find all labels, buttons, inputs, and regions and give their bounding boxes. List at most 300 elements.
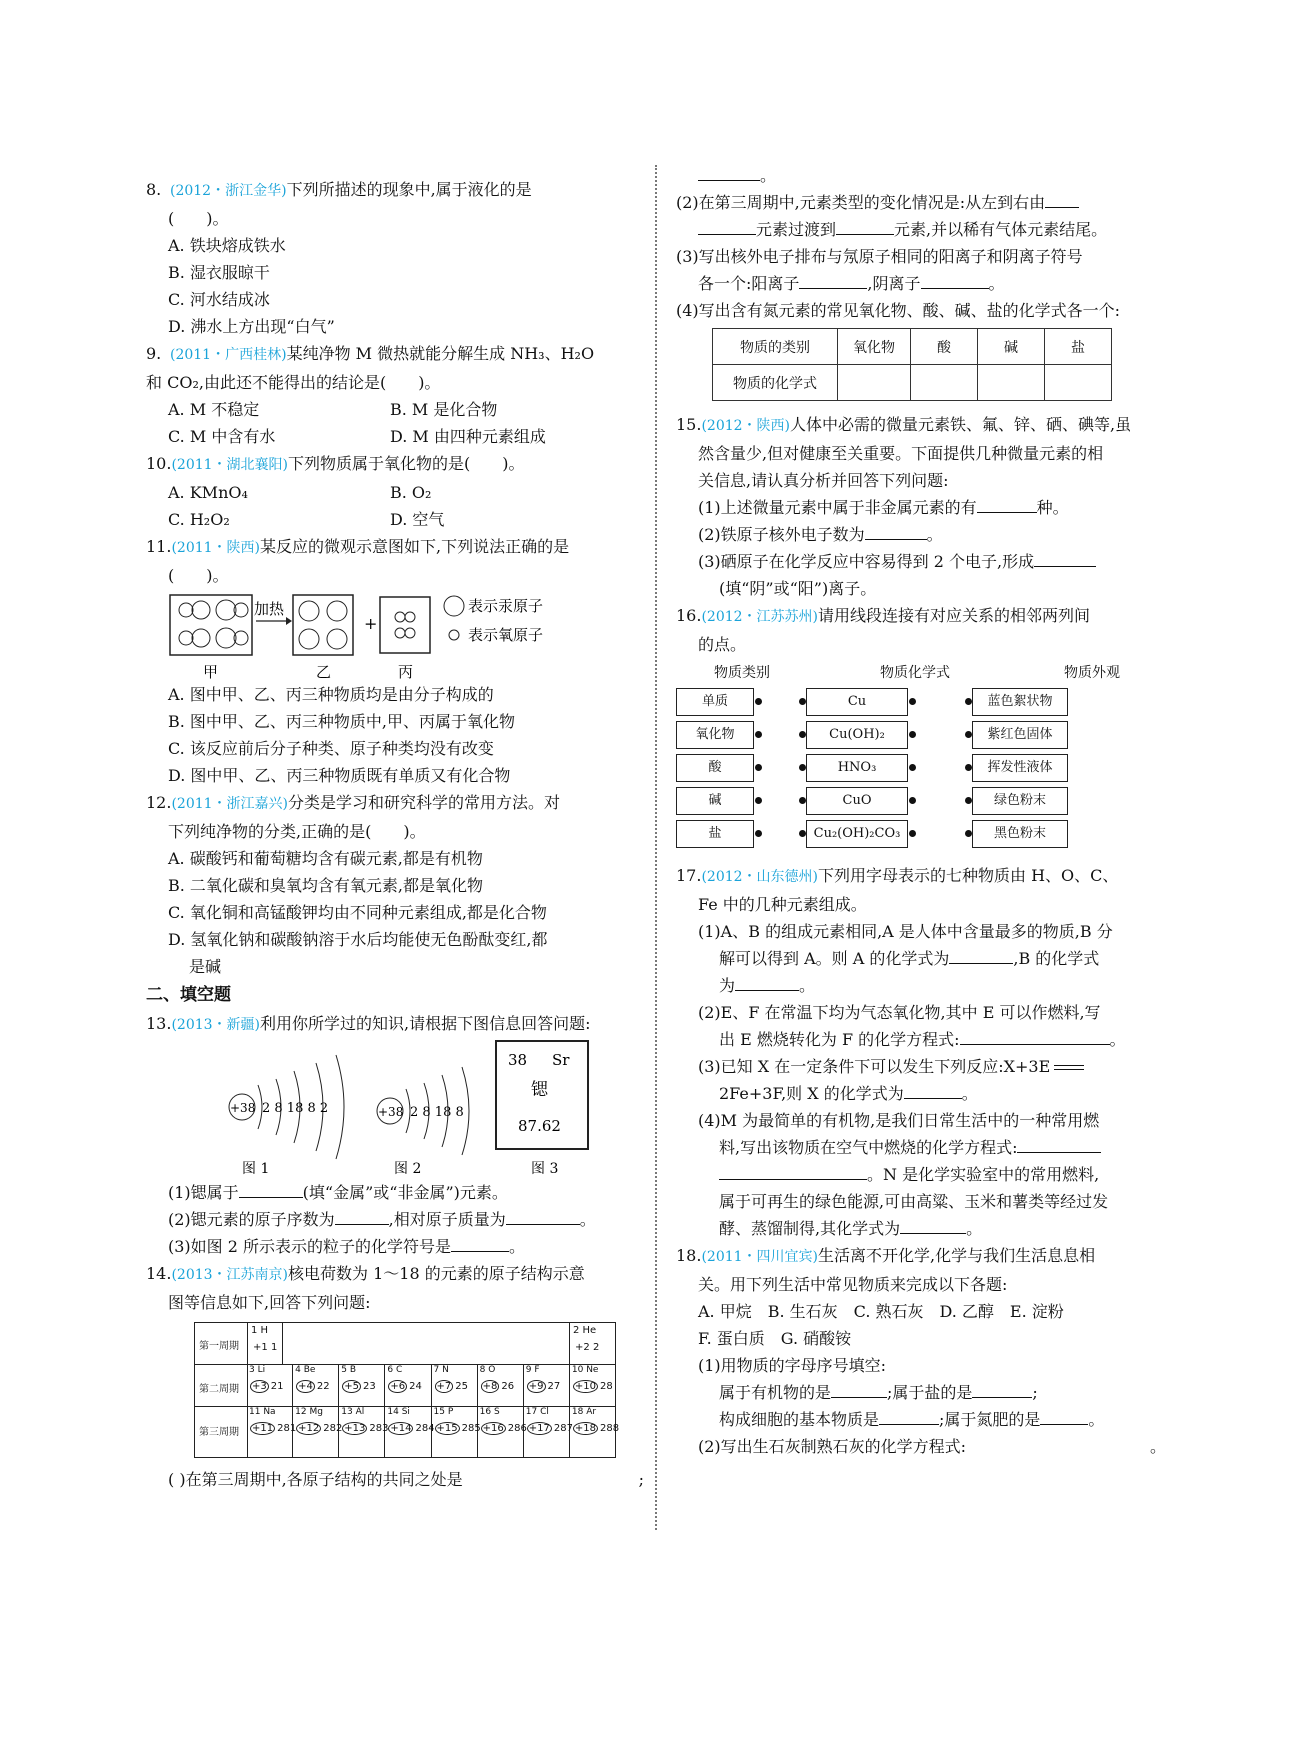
sub-question-cont: (填“阴”或“阳”)离子。	[719, 579, 877, 598]
table-header: 碱	[978, 329, 1045, 365]
element-label: 14 Si	[387, 1407, 410, 1417]
shell-electrons: 2 8 18 8 2	[262, 1101, 329, 1116]
element-label: 7 N	[433, 1365, 449, 1375]
element-atom	[388, 1381, 421, 1392]
answer-blank[interactable]	[836, 218, 894, 235]
column-head: 物质类别	[714, 665, 770, 681]
connection-dot[interactable]	[909, 797, 916, 804]
option-a: A. KMnO₄	[168, 483, 248, 502]
element-label: 16 S	[479, 1407, 500, 1417]
element-symbol: Sr	[552, 1051, 570, 1069]
source-tag: (2011・广西桂林)	[170, 347, 287, 363]
atomic-mass: 87.62	[518, 1117, 561, 1135]
element-atom: +2 2	[575, 1342, 600, 1353]
sub-question-cont: 解可以得到 A。则 A 的化学式为	[719, 949, 950, 968]
option-a: A. 图中甲、乙、丙三种物质均是由分子构成的	[168, 685, 494, 704]
sub-question: (2)铁原子核外电子数为	[698, 525, 865, 544]
nucleus-charge: +3	[252, 1381, 267, 1392]
option-b: B. 二氧化碳和臭氧均含有氧元素,都是氧化物	[168, 876, 484, 895]
nucleus-charge: +38	[378, 1105, 404, 1119]
element-label: 13 Al	[341, 1407, 365, 1417]
table-cell[interactable]	[1045, 365, 1112, 401]
question-number: 16.	[676, 606, 702, 625]
option-a: A. 碳酸钙和葡萄糖均含有碳元素,都是有机物	[168, 849, 483, 868]
answer-blank[interactable]	[335, 1208, 389, 1225]
sub-question: (3)硒原子在化学反应中容易得到 2 个电子,形成	[698, 552, 1035, 571]
question-stem: 下列物质属于氧化物的是( )。	[288, 454, 525, 473]
question-13	[146, 1010, 644, 1260]
nucleus-charge: +12	[298, 1423, 320, 1434]
nucleus-charge: +16	[482, 1423, 504, 1434]
match-item[interactable]: 紫红色固体	[972, 721, 1068, 749]
element-label: 5 B	[341, 1365, 357, 1375]
shell-electrons: 23	[363, 1381, 376, 1392]
question-stem: 下列用字母表示的七种物质由 H、O、C、	[818, 866, 1119, 885]
connection-dot[interactable]	[909, 830, 916, 837]
period-label: 第二周期	[199, 1384, 239, 1395]
question-stem: 分类是学习和研究科学的常用方法。对	[288, 793, 561, 812]
question-stem-cont: 关信息,请认真分析并回答下列问题:	[698, 471, 949, 490]
element-atom	[296, 1381, 329, 1392]
nucleus-charge: +18	[574, 1423, 596, 1434]
element-label: 1 H	[251, 1325, 269, 1336]
source-tag: (2012・浙江金华)	[170, 183, 287, 199]
answer-blank[interactable]	[865, 523, 927, 540]
question-number: 17.	[676, 866, 702, 885]
question-stem-cont: 关。用下列生活中常见物质来完成以下各题:	[698, 1275, 1008, 1294]
nucleus-charge: +8	[482, 1381, 498, 1392]
nucleus-charge: +7	[436, 1381, 452, 1392]
figure-caption: 图 1	[242, 1161, 270, 1177]
question-stem-cont: 下列纯净物的分类,正确的是( )。	[168, 822, 426, 841]
plus-sign: +	[364, 614, 378, 633]
sub-question-cont: 出 E 燃烧转化为 F 的化学方程式:	[719, 1030, 960, 1049]
shell-electrons: 25	[455, 1381, 468, 1392]
connection-dot[interactable]	[755, 698, 762, 705]
connection-dot[interactable]	[755, 830, 762, 837]
match-item[interactable]: 绿色粉末	[972, 787, 1068, 815]
element-cell	[478, 1364, 524, 1406]
reaction-diagram	[168, 589, 628, 681]
match-item[interactable]: CuO	[806, 787, 908, 815]
matching-diagram	[676, 662, 1166, 862]
connection-dot[interactable]	[799, 797, 806, 804]
question-stem: 人体中必需的微量元素铁、氟、锌、硒、碘等,虽	[790, 415, 1132, 434]
source-tag: (2012・江苏苏州)	[701, 609, 819, 625]
shell-electrons: 28	[599, 1381, 613, 1392]
answer-blank[interactable]	[831, 1381, 887, 1398]
match-item[interactable]: 氧化物	[676, 721, 754, 749]
match-item[interactable]: 碱	[676, 787, 754, 815]
periodic-table	[194, 1322, 620, 1458]
sub-question-end: 。	[966, 1219, 983, 1238]
question-18	[676, 1242, 1166, 1460]
answer-blank[interactable]	[977, 496, 1037, 513]
element-name: 锶	[531, 1080, 548, 1100]
option-d: D. 空气	[390, 510, 445, 529]
option-a: A. M 不稳定	[168, 400, 260, 419]
connection-dot[interactable]	[755, 731, 762, 738]
sub-question: (4)写出含有氮元素的常见氧化物、酸、碱、盐的化学式各一个:	[676, 301, 1121, 320]
answer-blank[interactable]	[972, 1381, 1032, 1398]
table-header: 氧化物	[838, 329, 911, 365]
element-label: 18 Ar	[571, 1407, 597, 1417]
connection-dot[interactable]	[909, 731, 916, 738]
option-list: A. 甲烷 B. 生石灰 C. 熟石灰 D. 乙醇 E. 淀粉	[698, 1302, 1064, 1321]
sub-question: (1)上述微量元素中属于非金属元素的有	[698, 498, 977, 517]
question-number: 8.	[146, 180, 162, 199]
sub-question-end: 。	[799, 976, 816, 995]
sub-question-end: ;	[638, 1470, 644, 1489]
option-d: D. 图中甲、乙、丙三种物质既有单质又有化合物	[168, 766, 511, 785]
answer-blank[interactable]	[698, 218, 756, 235]
arrow-label: 加热	[254, 600, 285, 618]
sub-question-cont: 各一个:阳离子	[698, 274, 800, 293]
sub-question-end: 。	[509, 1237, 526, 1256]
element-atom	[342, 1381, 375, 1392]
sub-question: (3)如图 2 所示表示的粒子的化学符号是	[168, 1237, 452, 1256]
source-tag: (2011・湖北襄阳)	[171, 457, 289, 473]
match-item[interactable]: 盐	[676, 820, 754, 848]
source-tag: (2011・四川宜宾)	[701, 1249, 819, 1265]
sub-question: (3)写出核外电子排布与氖原子相同的阳离子和阴离子符号	[676, 247, 1083, 266]
element-cell	[293, 1364, 339, 1406]
answer-blank[interactable]	[949, 947, 1013, 964]
shell-electrons: 27	[547, 1381, 561, 1392]
sub-question: (2)E、F 在常温下均为气态氧化物,其中 E 可以作燃料,写	[698, 1003, 1101, 1022]
question-stem-cont: ( )。	[168, 566, 229, 585]
shell-electrons: 21	[270, 1381, 284, 1392]
element-label: 15 P	[433, 1407, 454, 1417]
element-cell	[432, 1406, 481, 1457]
nitrogen-compounds-table	[712, 328, 1112, 401]
option-d: D. M 由四种元素组成	[390, 427, 546, 446]
shell-electrons: 24	[409, 1381, 422, 1392]
element-atom	[250, 1423, 296, 1434]
answer-blank[interactable]	[799, 272, 867, 289]
question-number: 15.	[676, 415, 702, 434]
sub-question: (4)M 为最简单的有机物,是我们日常生活中的一种常用燃	[698, 1111, 1100, 1130]
nucleus-charge: +4	[298, 1381, 313, 1392]
option-a: A. 铁块熔成铁水	[168, 236, 286, 255]
option-c: C. H₂O₂	[168, 510, 230, 529]
nucleus-charge: +5	[344, 1381, 359, 1392]
connection-dot[interactable]	[965, 731, 972, 738]
question-stem-cont: Fe 中的几种元素组成。	[698, 895, 867, 914]
sub-question-end: 。	[926, 525, 943, 544]
answer-blank[interactable]	[1034, 550, 1096, 567]
option-d: D. 沸水上方出现“白气”	[168, 317, 335, 336]
element-cell	[570, 1364, 615, 1406]
match-item[interactable]: Cu₂(OH)₂CO₃	[806, 820, 908, 848]
label-bing: 丙	[398, 663, 414, 681]
mercury-atom-icon	[444, 596, 464, 616]
element-atom	[296, 1423, 342, 1434]
question-14-continued	[676, 162, 1166, 401]
element-label: 12 Mg	[295, 1407, 323, 1417]
answer-blank[interactable]	[879, 1408, 939, 1425]
element-label: 8 O	[479, 1365, 496, 1375]
label-jia: 甲	[203, 663, 219, 681]
element-atom: +1 1	[253, 1342, 278, 1353]
equals-sign	[1054, 1065, 1084, 1070]
connection-dot[interactable]	[965, 797, 972, 804]
connection-dot[interactable]	[965, 698, 972, 705]
table-header: 酸	[911, 329, 978, 365]
question-12	[146, 789, 644, 980]
question-stem-cont: 然含量少,但对健康至关重要。下面提供几种微量元素的相	[698, 444, 1104, 463]
strontium-figures	[146, 1039, 626, 1179]
question-number: 10.	[146, 454, 172, 473]
question-stem-cont: 和 CO₂,由此还不能得出的结论是( )。	[146, 373, 441, 392]
sub-question: (1)A、B 的组成元素相同,A 是人体中含量最多的物质,B 分	[698, 922, 1113, 941]
answer-blank[interactable]	[1040, 1408, 1088, 1425]
element-cell	[524, 1406, 573, 1457]
element-label: 17 Cl	[525, 1407, 549, 1417]
question-17	[676, 862, 1166, 1242]
sub-question: (2)锶元素的原子序数为	[168, 1210, 335, 1229]
answer-blank[interactable]	[900, 1217, 966, 1234]
element-cell	[293, 1406, 343, 1457]
nucleus-charge: +13	[344, 1423, 366, 1434]
sub-question-cont: 属于有机物的是	[719, 1383, 832, 1402]
nucleus-charge: +11	[252, 1423, 274, 1434]
option-c: C. M 中含有水	[168, 427, 276, 446]
legend-oxygen: 表示氧原子	[468, 626, 544, 644]
option-list: F. 蛋白质 G. 硝酸铵	[698, 1329, 852, 1348]
option-d: D. 氢氧化钠和碳酸钠溶于水后均能使无色酚酞变红,都	[168, 930, 548, 949]
connection-dot[interactable]	[799, 698, 806, 705]
match-item[interactable]: 蓝色絮状物	[972, 688, 1068, 716]
question-15	[676, 411, 1166, 602]
nucleus-charge: +17	[528, 1423, 550, 1434]
element-atom	[342, 1423, 388, 1434]
shell-electrons: 286	[507, 1423, 527, 1434]
source-tag: (2013・江苏南京)	[171, 1267, 289, 1283]
question-stem: 下列所描述的现象中,属于液化的是	[286, 180, 532, 199]
option-c: C. 该反应前后分子种类、原子种类均没有改变	[168, 739, 494, 758]
left-column	[146, 176, 644, 1493]
connection-dot[interactable]	[909, 764, 916, 771]
question-stem-cont: 的点。	[698, 635, 747, 654]
sub-question-end: 种。	[1036, 498, 1069, 517]
connection-dot[interactable]	[755, 797, 762, 804]
option-b: B. M 是化合物	[390, 400, 498, 419]
answer-blank[interactable]	[1045, 191, 1079, 208]
question-16	[676, 602, 1166, 862]
sub-question-cont: ;属于氮肥的是	[939, 1410, 1041, 1429]
table-cell[interactable]	[838, 365, 911, 401]
label-yi: 乙	[316, 663, 332, 681]
shell-electrons: 22	[316, 1381, 330, 1392]
answer-blank[interactable]	[735, 974, 799, 991]
question-9	[146, 340, 644, 450]
sub-question-end: 。	[1149, 1437, 1166, 1456]
question-stem: 某反应的微观示意图如下,下列说法正确的是	[260, 537, 570, 556]
nucleus-charge: +38	[230, 1101, 256, 1115]
element-atom	[527, 1381, 560, 1392]
sub-question-cont: 2Fe+3F,则 X 的化学式为	[719, 1084, 904, 1103]
sub-question-end: 。	[961, 1084, 978, 1103]
sub-question-cont: ,阴离子	[867, 274, 921, 293]
shell-electrons: 283	[369, 1423, 389, 1434]
element-atom	[250, 1381, 283, 1392]
legend-mercury: 表示汞原子	[468, 597, 544, 615]
source-tag: (2012・陕西)	[701, 418, 791, 434]
match-item[interactable]: 挥发性液体	[972, 754, 1068, 782]
column-head: 物质化学式	[880, 665, 950, 681]
sub-question-end: 。	[1109, 1030, 1126, 1049]
element-label: 11 Na	[249, 1407, 276, 1417]
section-heading: 二、填空题	[146, 985, 231, 1005]
shell-electrons: 287	[553, 1423, 573, 1434]
connection-dot[interactable]	[799, 731, 806, 738]
sub-question: (1)用物质的字母序号填空:	[698, 1356, 887, 1375]
option-d-cont: 是碱	[189, 957, 222, 976]
element-cell	[570, 1406, 620, 1457]
question-stem: 核电荷数为 1～18 的元素的原子结构示意	[288, 1264, 585, 1283]
sub-question: (1)锶属于	[168, 1183, 239, 1202]
sub-question-cont: 元素,并以稀有气体元素结尾。	[894, 220, 1108, 239]
element-atom	[435, 1423, 481, 1434]
sub-question-end: 。	[1088, 1410, 1105, 1429]
period-label: 第一周期	[199, 1341, 239, 1352]
shell-electrons: 285	[461, 1423, 481, 1434]
answer-blank[interactable]	[960, 1028, 1110, 1045]
element-atom	[435, 1381, 468, 1392]
period-3-row	[247, 1406, 620, 1457]
table-cell[interactable]	[978, 365, 1045, 401]
answer-blank[interactable]	[921, 272, 989, 289]
shell-electrons: 26	[501, 1381, 515, 1392]
sub-question-cont: 为	[719, 976, 736, 995]
table-cell[interactable]	[911, 365, 978, 401]
sub-question: (2)写出生石灰制熟石灰的化学方程式:	[698, 1437, 967, 1456]
element-cell	[247, 1364, 293, 1406]
sub-question-end: ;	[1032, 1383, 1038, 1402]
question-10	[146, 450, 644, 533]
connection-dot[interactable]	[799, 830, 806, 837]
connection-dot[interactable]	[965, 764, 972, 771]
sub-question-cont: (填“金属”或“非金属”)元素。	[302, 1183, 508, 1202]
element-label: 10 Ne	[571, 1365, 599, 1375]
element-cell	[478, 1406, 527, 1457]
connection-dot[interactable]	[755, 764, 762, 771]
sub-question-cont: 属于可再生的绿色能源,可由高粱、玉米和薯类等经过发	[719, 1192, 1109, 1211]
oxygen-atom-icon	[449, 630, 459, 640]
element-label: 3 Li	[249, 1365, 266, 1375]
match-item[interactable]: 酸	[676, 754, 754, 782]
option-b: B. 图中甲、乙、丙三种物质中,甲、丙属于氧化物	[168, 712, 516, 731]
element-cell	[385, 1406, 435, 1457]
answer-blank[interactable]	[506, 1208, 580, 1225]
question-number: 11.	[146, 537, 172, 556]
element-cell	[339, 1364, 385, 1406]
figure-caption: 图 3	[531, 1161, 559, 1177]
source-tag: (2011・浙江嘉兴)	[171, 796, 289, 812]
atomic-number: 38	[508, 1051, 528, 1069]
match-item[interactable]: Cu(OH)₂	[806, 721, 908, 749]
shell-electrons: 2 8 18 8	[410, 1105, 464, 1120]
nucleus-charge: +10	[574, 1381, 596, 1392]
question-stem: 利用你所学过的知识,请根据下图信息回答问题:	[260, 1014, 591, 1033]
answer-blank[interactable]	[698, 164, 760, 181]
option-c: C. 河水结成冰	[168, 290, 270, 309]
element-cell	[339, 1406, 389, 1457]
element-cell	[432, 1364, 478, 1406]
connection-dot[interactable]	[965, 830, 972, 837]
right-column	[676, 162, 1166, 1460]
answer-blank[interactable]	[904, 1082, 962, 1099]
sub-question: (3)已知 X 在一定条件下可以发生下列反应:X+3E	[698, 1057, 1051, 1076]
nucleus-charge: +6	[390, 1381, 406, 1392]
question-stem-cont: ( )。	[168, 209, 229, 228]
shell-electrons: 288	[599, 1423, 620, 1434]
match-item[interactable]: 黑色粉末	[972, 820, 1068, 848]
shell-electrons: 281	[277, 1423, 297, 1434]
sub-question-cont: ;属于盐的是	[887, 1383, 973, 1402]
shell-electrons: 282	[323, 1423, 343, 1434]
question-14	[146, 1260, 644, 1493]
sub-question-cont: 构成细胞的基本物质是	[719, 1410, 880, 1429]
nucleus-charge: +9	[528, 1381, 544, 1392]
option-b: B. 湿衣服晾干	[168, 263, 270, 282]
option-b: B. O₂	[390, 483, 432, 502]
sub-question-end: 。	[988, 274, 1005, 293]
period-2-row	[247, 1364, 615, 1406]
column-divider	[655, 165, 657, 1530]
question-number: 14.	[146, 1264, 172, 1283]
sub-question-cont: 酵、蒸馏制得,其化学式为	[719, 1219, 901, 1238]
sub-question-cont: 。N 是化学实验室中的常用燃料,	[867, 1165, 1100, 1184]
element-cell	[524, 1364, 570, 1406]
sub-question: ( )在第三周期中,各原子结构的共同之处是	[168, 1470, 463, 1489]
connection-dot[interactable]	[799, 764, 806, 771]
source-tag: (2012・山东德州)	[701, 869, 819, 885]
figure-caption: 图 2	[394, 1161, 422, 1177]
match-item[interactable]: HNO₃	[806, 754, 908, 782]
question-number: 9.	[146, 344, 162, 363]
source-tag: (2013・新疆)	[171, 1017, 261, 1033]
sub-question-end: 。	[760, 166, 777, 185]
shell-electrons: 284	[415, 1423, 435, 1434]
nucleus-charge: +15	[436, 1423, 458, 1434]
source-tag: (2011・陕西)	[171, 540, 261, 556]
question-stem: 生活离不开化学,化学与我们生活息息相	[818, 1246, 1096, 1265]
period-label: 第三周期	[199, 1427, 239, 1438]
element-label: 2 He	[573, 1325, 597, 1336]
sub-question-cont: 料,写出该物质在空气中燃烧的化学方程式:	[719, 1138, 1018, 1157]
answer-blank[interactable]	[451, 1235, 509, 1252]
connection-dot[interactable]	[909, 698, 916, 705]
element-label: 9 F	[525, 1365, 540, 1375]
question-8	[146, 176, 644, 340]
answer-blank[interactable]	[719, 1163, 867, 1180]
nucleus-charge: +14	[390, 1423, 412, 1434]
match-item[interactable]: 单质	[676, 688, 754, 716]
table-header: 盐	[1045, 329, 1112, 365]
element-atom	[481, 1423, 527, 1434]
element-atom	[527, 1423, 573, 1434]
match-item[interactable]: Cu	[806, 688, 908, 716]
question-stem: 请用线段连接有对应关系的相邻两列间	[818, 606, 1091, 625]
answer-blank[interactable]	[1017, 1136, 1101, 1153]
answer-blank[interactable]	[239, 1181, 303, 1198]
table-header: 物质的类别	[713, 329, 838, 365]
element-cell	[247, 1406, 297, 1457]
element-atom	[573, 1381, 613, 1392]
element-atom	[481, 1381, 514, 1392]
